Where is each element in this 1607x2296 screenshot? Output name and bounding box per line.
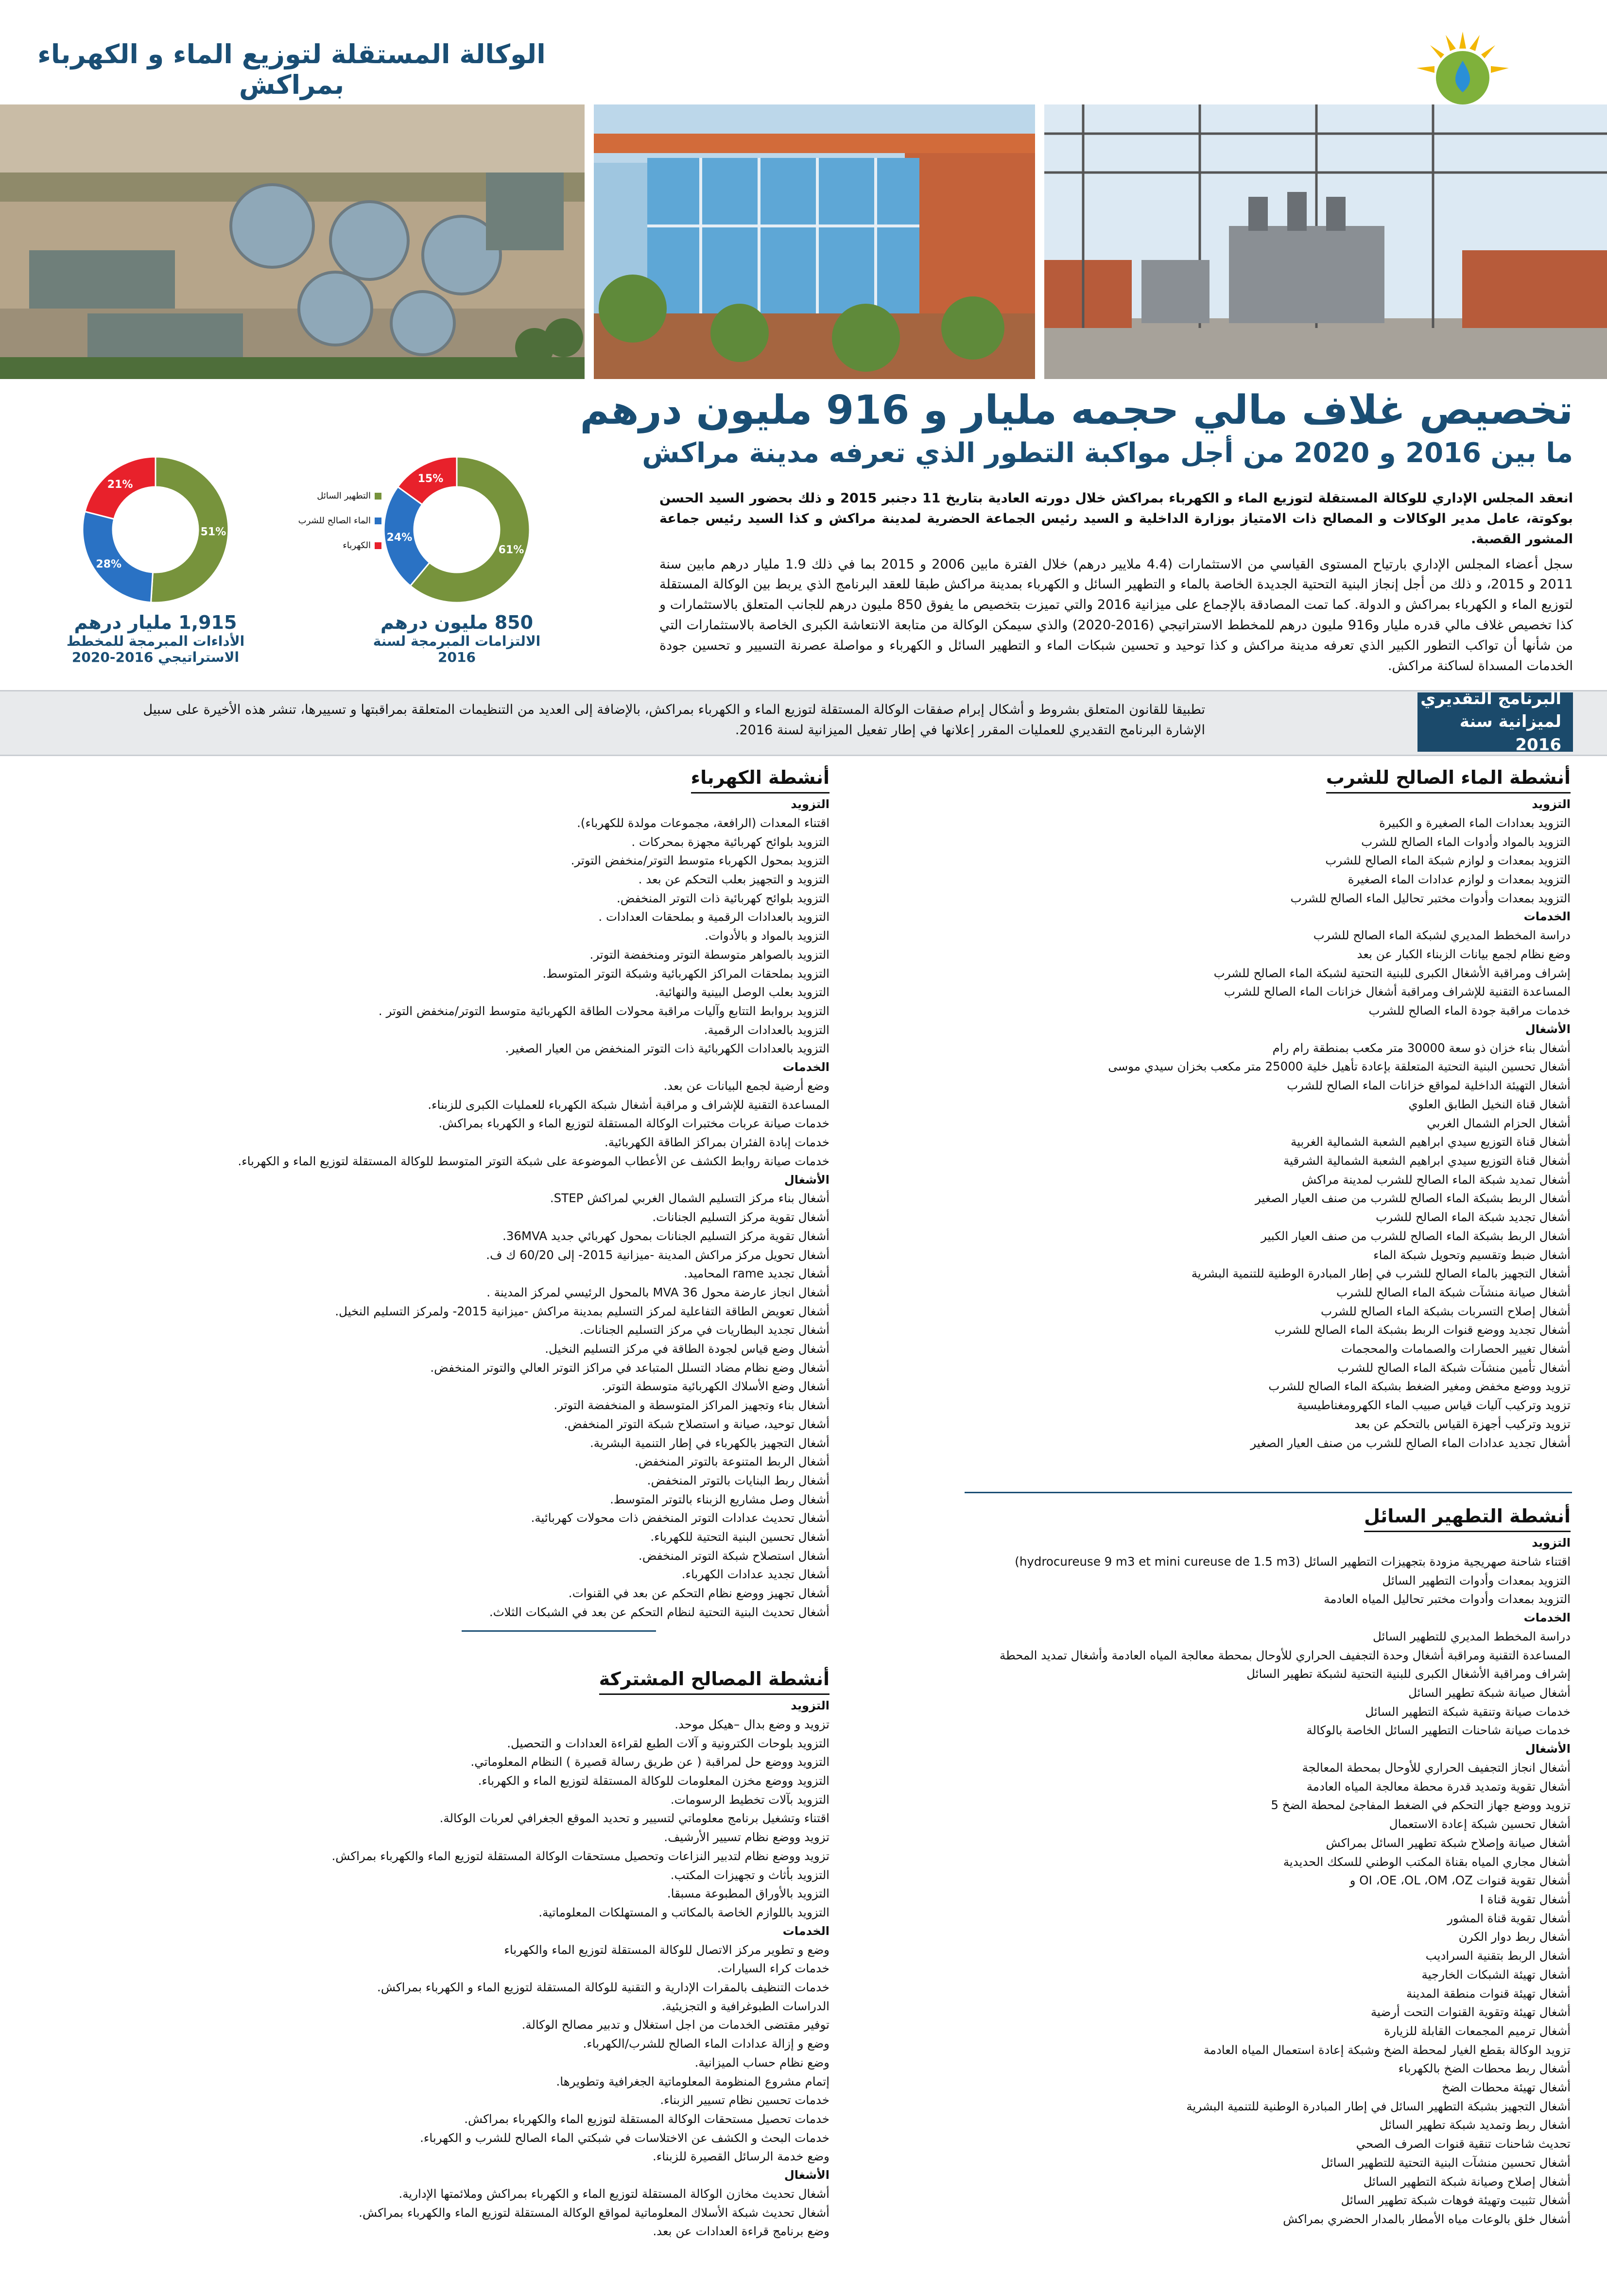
list-item: أشغال الحزام الشمال الغربي [1427,1116,1571,1130]
list-item: أشغال تثبيت وتهيئة فوهات شبكة تطهير السائل [1341,2193,1571,2208]
pie-2016-caption: الالتزامات المبرمجة لسنة 2016 [373,633,541,665]
list-item: أشغال توحيد، صيانة و استصلاح شبكة التوتر المنخفض. [564,1416,829,1431]
list-item: التزويد بالعدادات الرقمية و بملحقات العدادات . [598,910,829,924]
subsection-heading: الأشغال [784,1173,829,1187]
list-item: أشغال تهيئة قنوات منطقة المدينة [1406,1986,1571,2001]
list-item: تزويد وتركيب آليات قياس صبيب الماء الكهرومغناطيسية [1296,1398,1571,1413]
list-item: أشغال تهيئة وتقوية القنوات التحت أرضية [1370,2005,1571,2020]
list-item: أشغال ترميم المجمعات القابلة للزيارة [1384,2023,1571,2038]
list-item: خدمات صيانة روابط الكشف عن الأعطاب الموضوعة على شبكة التوتر المتوسط للوكالة المستقلة لتوزيع الماء و الكهرباء. [238,1154,829,1168]
legend-item [284,516,381,526]
pie-slice-label: 61% [498,544,524,556]
list-item: أشغال تحويل مركز مراكش المدينة -ميزانية 2015- إلى 60/20 ك ف. [486,1247,829,1262]
list-item: أشغال تهيئة الشبكات الخارجية [1421,1967,1571,1982]
pie-legend [284,491,381,565]
list-item: دراسة المخطط المديري لشبكة الماء الصالح للشرب [1313,928,1571,943]
photo-electric-substation [1044,104,1607,379]
pie-2016-amount: 850 مليون درهم [380,612,534,633]
list-item: خدمات تحصيل مستحقات الوكالة المستقلة لتوزيع الماء والكهرباء بمراكش. [464,2111,829,2126]
subsection-heading: الخدمات [782,1060,829,1074]
list-item: تزويد ووضع جهاز التحكم في الضغط المفاجئ لمحطة الضخ 5 [1271,1798,1571,1813]
list-item: خدمات تحسين نظام تسيير الزبناء. [660,2093,829,2107]
section-title: أنشطة الكهرباء [691,763,829,794]
list-item: خدمات التنظيف بالمقرات الإدارية و التقنية للوكالة المستقلة لتوزيع الماء و الكهرباء بمراكش. [377,1980,829,1994]
subsection-heading: التزويد [791,1699,829,1713]
pie-slice-label: 24% [386,531,413,544]
list-item: أشغال بناء مركز التسليم الشمال الغربي لمراكش STEP. [550,1191,829,1206]
legend-swatch [375,493,381,500]
list-item: أشغال تعويض الطاقة التفاعلية لمركز التسليم بمدينة مراكش -ميزانية 2015- ولمركز التسليم النخيل. [335,1304,829,1318]
list-item: التزويد بمعدات وأدوات التطهير السائل [1382,1573,1571,1588]
intro-body: سجل أعضاء المجلس الإداري بارتياح المستوى القياسي من الاستثمارات (4.4 ملايير درهم) خلال الفترة مابين 2006 و 2015 بما في ذلك 1.9 مليار درهم مابين سنة 2011 و 2015، و ذلك من أجل إنجاز البنية التحتية الجديدة الخاصة بالماء و التطهير السائل و الكهرباء بمدينة مراكش طبقا للعقد البرنامج الذي يربط بين الوكالة المستقلة لتوزيع الماء و الكهرباء بمراكش و الدولة. كما تمت المصادقة بالإجماع على ميزانية 2016 والتي تميزت بتخصيص ما يفوق 850 مليون درهم للجانب المتعلق بالاستثمارات و كذا تخصيص غلاف مالي قدره مليار و916 مليون درهم للمخطط الاستراتيجي (2016-2020) والذي سيمكن الوكالة من متابعة الانتعاشة الكبرى الخاصة بالاستثمارات التي من شأنها أن تواكب التطور الكبير الذي تعرفه مدينة مراكش و كذا توحيد و تحسين شبكات الماء و التطهير السائل و الكهرباء و مواصلة عصرنة التسيير و تحسين جودة الخدمات المسداة لساكنة مراكش. [659,556,1573,673]
list-item: التزويد بلوائح كهربائية ذات التوتر المنخفض. [616,891,829,905]
pie-chart-strategic-plan [53,449,258,665]
list-item: أشغال تقوية مركز التسليم الجنانات بمحول كهربائي جديد 36MVA. [502,1228,829,1243]
list-item: أشغال الربط بشبكة الماء الصالح للشرب من صنف العيار الصغير [1255,1191,1571,1206]
pie-strategic-amount: 1,915 مليار درهم [74,612,237,633]
list-item: أشغال قناة النخيل الطابق العلوي [1408,1097,1571,1111]
list-item: أشغال ضبط وتقسيم وتحويل شبكة الماء [1373,1247,1571,1262]
list-item: التزويد بروابط التتابع وآليات مراقبة محولات الطاقة الكهربائية متوسط التوتر/منخفض التوتر . [378,1003,829,1018]
list-item: اقتناء شاحنة صهريجية مزودة بتجهيزات التطهير السائل (hydrocureuse 9 m3 et mini cureuse de 1.5 m3) [1015,1554,1571,1569]
list-item: أشغال التجهيز بالماء الصالح للشرب في إطار المبادرة الوطنية للتنمية البشرية [1191,1266,1571,1281]
subsection-heading: الخدمات [1523,1611,1571,1625]
section-shared-services [246,1664,829,2241]
list-item: وضع نظام لجمع بيانات الزبناء الكبار عن بعد [1357,947,1571,962]
list-item: أشغال وضع قياس لجودة الطاقة في مركز التسليم النخيل. [545,1342,829,1356]
list-item: تزويد و وضع بدال –هيكل موحد. [674,1717,829,1731]
legend-label: الكهرباء [343,540,371,551]
section-sanitation [866,1502,1571,2229]
list-item: التزويد بمعدات وأدوات مختبر تحاليل المياه العادمة [1324,1592,1571,1606]
section-water [1012,763,1571,1452]
list-item: خدمات صيانة عربات مختبرات الوكالة المستقلة لتوزيع الماء و الكهرباء بمراكش. [438,1116,829,1131]
list-item: التزويد بآلات تخطيط الرسومات. [670,1792,829,1807]
subsection-heading: الخدمات [782,1924,829,1938]
list-item: أشغال إصلاح التسربات بشبكة الماء الصالح للشرب [1320,1304,1571,1318]
list-item: أشغال انجاز عارضة محول 36 MVA بالمحول الرئيسي لمركز المدينة . [486,1285,829,1299]
list-item: أشغال تجديد شبكة الماء الصالح للشرب [1376,1210,1571,1225]
list-item: توفير مقتضى الخدمات من اجل استغلال و تدبير مصالح الوكالة. [521,2018,829,2032]
list-item: أشغال وضع نظام مضاد التسلل المتباعد في مراكز التوتر العالي والتوتر المنخفض. [430,1360,829,1375]
list-item: أشغال ربط محطات الضخ بالكهرباء [1398,2061,1571,2076]
list-item: أشغال قناة التوزيع سيدي ابراهيم الشعبة الشمالية الشرقية [1283,1154,1571,1168]
list-item: التزويد بعدادات الماء الصغيرة و الكبيرة [1379,815,1571,830]
list-item: اقتناء المعدات (الرافعة، مجموعات مولدة للكهرباء). [577,815,829,830]
page-header-title: الوكالة المستقلة لتوزيع الماء و الكهرباء بمراكش [37,39,546,100]
section-divider [462,1630,656,1632]
list-item: خدمات صيانة وتنقية شبكة التطهير السائل [1365,1704,1571,1719]
legend-label: التطهير السائل [317,491,371,501]
list-item: أشغال تحسين شبكة إعادة الاستعمال [1389,1817,1571,1831]
list-item: المساعدة التقنية ومراقبة أشغال وحدة التجفيف الحراري للأوحال بمحطة معالجة المياه العادمة وأشغال تمديد المحطة [999,1648,1571,1662]
list-item: أشغال استصلاح شبكة التوتر المنخفض. [638,1548,829,1563]
list-item: إتمام مشروع المنظومة المعلوماتية الجغرافية وتطويرها. [556,2074,829,2089]
list-item: تزويد ووضع نظام تسيير الأرشيف. [664,1830,829,1845]
section-divider [965,1492,1572,1493]
list-item: وضع خدمة الرسائل القصيرة للزبناء. [653,2149,829,2164]
budget-band-label: البرنامج التقديري لميزانية سنة 2016 [1417,692,1573,752]
subsection-heading: الأشغال [1525,1742,1571,1756]
list-item: أشغال الربط المتنوعة بالتوتر المنخفض. [634,1454,829,1469]
pie-strategic-caption: الأداءات المبرمجة للمخطط الاستراتيجي 2016-2020 [66,633,245,665]
list-item: أشغال انجاز التجفيف الحراري للأوحال بمحطة المعالجة [1302,1761,1571,1775]
list-item: أشغال التهيئة الداخلية لمواقع خزانات الماء الصالح للشرب [1287,1078,1571,1093]
legend-swatch [375,542,381,549]
list-item: التزويد بالأوراق المطبوعة مسبقا. [667,1886,829,1901]
list-item: أشغال تقوية قناة I [1480,1892,1571,1906]
section-title: أنشطة التطهير السائل [1364,1502,1571,1532]
list-item: أشغال تحسين البنية التحتية للكهرباء. [650,1530,829,1544]
list-item: التزويد ووضع مخزن المعلومات للوكالة المستقلة لتوزيع الماء و الكهرباء. [478,1774,829,1788]
list-item: أشغال بناء وتجهيز المراكز المتوسطة و المنخفضة التوتر. [553,1398,829,1413]
list-item: أشغال التجهيز بشبكة التطهير السائل في إطار المبادرة الوطنية للتنمية البشرية [1186,2099,1571,2113]
photo-agency-building [594,104,1035,379]
list-item: التزويد بالمواد وأدوات الماء الصالح للشرب [1361,834,1571,849]
list-item: أشغال مجاري المياه بقناة المكتب الوطني للسكك الحديدية [1283,1854,1571,1869]
list-item: التزويد بالعدادات الرقمية. [704,1022,829,1037]
list-item: أشغال تقوية قناة المشور [1447,1911,1571,1925]
list-item: خدمات كراء السيارات. [717,1961,829,1976]
list-item: تحديث شاحنات تنقية قنوات الصرف الصحي [1356,2137,1571,2151]
list-item: أشغال تمديد شبكة الماء الصالح للشرب لمدينة مراكش [1302,1172,1571,1187]
list-item: أشغال تجديد عدادات الماء الصالح للشرب من صنف العيار الصغير [1250,1435,1571,1450]
pie-2016-svg [360,449,554,610]
list-item: أشغال ربط دوار الكرن [1458,1930,1571,1944]
list-item: أشغال ربط البنايات بالتوتر المنخفض. [647,1473,829,1487]
list-item: التزويد بعلب الوصل البينية والنهائية. [655,985,829,1000]
list-item: التزويد و التجهيز بعلب التحكم عن بعد . [638,872,829,887]
list-item: أشغال تجديد البطاريات في مركز التسليم الجنانات. [579,1323,829,1337]
list-item: أشغال تحديث شبكة الأسلاك المعلوماتية لمواقع الوكالة المستقلة لتوزيع الماء والكهرباء بمراكش. [359,2205,829,2220]
list-item: أشغال تغيير الحصارات والصمامات والمحجمات [1341,1342,1571,1356]
list-item: التزويد ووضع حل لمراقبة ( عن طريق رسالة قصيرة ) النظام المعلوماتي. [470,1755,829,1769]
list-item: إشراف ومراقبة الأشغال الكبرى للبنية التحتية لشبكة الماء الصالح للشرب [1213,966,1571,980]
list-item: وضع و تطوير مركز الاتصال للوكالة المستقلة لتوزيع الماء والكهرباء [504,1942,829,1957]
list-item: وضع و إزالة عدادات الماء الصالح للشرب/الكهرباء. [583,2037,829,2051]
list-item: أشغال تحديث عدادات التوتر المنخفض ذات محولات كهربائية. [531,1511,829,1525]
pie-slice-label: 28% [96,558,122,570]
list-item: تزويد الوكالة بقطع الغيار لمحطة الضخ وشبكة إعادة استعمال المياه العادمة [1203,2042,1571,2057]
legend-label: الماء الصالح للشرب [298,516,371,526]
photo-wastewater-plant [0,104,585,379]
pie-strategic-svg [58,449,253,610]
list-item: أشغال صيانة شبكة تطهير السائل [1408,1686,1571,1700]
intro-lead: انعقد المجلس الإداري للوكالة المستقلة لتوزيع الماء و الكهرباء بمراكش خلال دورته العادية بتاريخ 11 دجنبر 2015 و ذلك بحضور السيد الحسن بوكوتة، عامل مدير الوكالات و المصالح ذات الامتياز بوزارة الداخلية و السيد رئيس الجماعة الحضرية لمدينة مراكش و كذا السيد رئيس جماعة المشور القصبة. [659,491,1573,547]
budget-band-text: تطبيقا للقانون المتعلق بشروط و أشكال إبرام صفقات الوكالة المستقلة لتوزيع الماء و الكهرباء بمراكش، بالإضافة إلى العديد من التنظيمات المتعلقة بمراقبتها و تسييرها، تنشر هذه الأخيرة على سبيل الإشارة البرنامج التقديري للعمليات المقرر إعلانها في إطار تفعيل الميزانية لسنة 2016. [143,702,1205,738]
list-item: خدمات مراقبة جودة الماء الصالح للشرب [1368,1003,1571,1018]
list-item: تزويد ووضع نظام لتدبير النزاعات وتحصيل مستحقات الوكالة المستقلة لتوزيع الماء والكهرباء بمراكش. [331,1848,829,1863]
list-item: التزويد بلوحات الكترونية و آلات الطبع لقراءة العدادات و التحصيل. [507,1736,829,1750]
list-item: وضع نظام حساب الميزانية. [694,2055,829,2070]
list-item: خدمات صيانة شاحنات التطهير السائل الخاصة بالوكالة [1306,1723,1571,1738]
list-item: أشغال تقوية مركز التسليم الجنانات. [652,1210,829,1225]
list-item: أشغال التجهيز بالكهرباء في إطار التنمية البشرية. [590,1435,829,1450]
list-item: أشغال خلق بالوعات مياه الأمطار بالمدار الحضري بمراكش [1283,2211,1571,2226]
list-item: التزويد بلوائح كهربائية مجهزة بمحركات . [631,834,829,849]
list-item: أشغال تأمين منشآت شبكة الماء الصالح للشرب [1337,1360,1571,1375]
list-item: اقتناء وتشغيل برنامج معلوماتي لتسيير و تحديد الموقع الجغرافي لعربات الوكالة. [439,1811,829,1826]
pie-slice [83,512,153,603]
list-item: التزويد بمعدات وأدوات مختبر تحاليل الماء الصالح للشرب [1290,891,1571,905]
pie-slice-label: 51% [200,526,226,538]
section-title: أنشطة المصالح المشتركة [599,1664,829,1695]
list-item: أشغال قناة التوزيع سيدي ابراهيم الشعبة الشمالية الغربية [1290,1135,1571,1149]
list-item: أشغال ربط وتمديد شبكة تطهير السائل [1379,2118,1571,2132]
list-item: التزويد بملحقات المراكز الكهربائية وشبكة التوتر المتوسط. [542,966,829,981]
list-item: أشغال الربط بتقنية السراديب [1425,1949,1571,1963]
list-item: خدمات إبادة الفئران بمراكز الطاقة الكهربائية. [604,1135,829,1150]
list-item: أشغال بناء خزان ذو سعة 30000 متر مكعب بمنطقة رام رام [1272,1040,1571,1055]
legend-item [284,540,381,551]
list-item: التزويد باللوازم الخاصة بالمكاتب و المستهلكات المعلوماتية. [538,1905,829,1919]
subsection-heading: التزويد [791,797,829,811]
list-item: أشغال تحسين البنية التحتية المتعلقة بإعادة تأهيل خلية 25000 متر مكعب بخزان سيدي موسى [1108,1059,1571,1074]
legend-swatch [375,518,381,524]
list-item: أشغال إصلاح وصيانة شبكة التطهير السائل [1363,2174,1571,2189]
list-item: أشغال تقوية قنوات OI ،OE ،OL ،OM ،OZ و [1349,1873,1571,1888]
list-item: أشغال تقوية وتمديد قدرة محطة معالجة المياه العادمة [1306,1779,1571,1794]
list-item: أشغال تحسين منشآت البنية التحتية للتطهير السائل [1321,2155,1571,2170]
sub-headline: ما بين 2016 و 2020 من أجل مواكبة التطور الذي تعرفه مدينة مراكش [642,437,1573,469]
list-item: الدراسات الطبوغرافية و التجزيئية. [661,1999,829,2013]
list-item: التزويد بأثاث و تجهيزات المكتب. [670,1867,829,1882]
list-item: أشغال تحديث البنية التحتية لنظام التحكم عن بعد في الشبكات الثلاث. [489,1605,829,1619]
list-item: تزويد وتركيب أجهزة القياس بالتحكم عن بعد [1354,1416,1571,1431]
intro-text [659,488,1573,676]
subsection-heading: التزويد [1532,797,1571,811]
list-item: أشغال صيانة وإصلاح شبكة تطهير السائل بمراكش [1326,1835,1571,1850]
list-item: وضع أرضية لجمع البيانات عن بعد. [663,1078,829,1093]
list-item: أشغال تحديث مخازن الوكالة المستقلة لتوزيع الماء و الكهرباء بمراكش وملائمتها الإدارية. [398,2186,829,2201]
list-item: التزويد بمعدات و لوازم شبكة الماء الصالح للشرب [1325,853,1571,868]
list-item: أشغال تجديد rame المحاميد. [684,1266,829,1281]
list-item: إشراف ومراقبة الأشغال الكبرى للبنية التحتية لشبكة تطهير السائل [1246,1667,1571,1681]
subsection-heading: التزويد [1532,1536,1571,1550]
subsection-heading: الخدمات [1523,910,1571,924]
pie-slice-label: 15% [417,472,444,485]
list-item: أشغال تهيئة محطات الضخ [1442,2080,1571,2095]
list-item: خدمات البحث و الكشف عن الاختلاسات في شبكتي الماء الصالح للشرب و الكهرباء. [420,2130,829,2145]
list-item: التزويد بمحول الكهرباء متوسط التوتر/منخفض التوتر. [570,853,829,868]
main-headline: تخصيص غلاف مالي حجمه مليار و 916 مليون درهم [580,387,1573,433]
list-item: دراسة المخطط المديري للتطهير السائل [1372,1629,1571,1643]
list-item: أشغال تجديد ووضع قنوات الربط بشبكة الماء الصالح للشرب [1274,1323,1571,1337]
pie-slice-label: 21% [107,478,133,491]
list-item: أشغال وضع الأسلاك الكهربائية متوسطة التوتر. [602,1379,829,1394]
legend-item [284,491,381,501]
section-title: أنشطة الماء الصالح للشرب [1326,763,1571,794]
list-item: المساعدة التقنية للإشراف و مراقبة أشغال شبكة الكهرباء للعمليات الكبرى للزبناء. [428,1097,829,1112]
list-item: وضع برنامج قراءة العدادات عن بعد. [653,2224,829,2239]
list-item: التزويد بالمواد و بالأدوات. [705,929,829,943]
list-item: أشغال الربط بشبكة الماء الصالح للشرب من صنف العيار الكبير [1261,1228,1571,1243]
list-item: التزويد بالصواهر متوسطة التوتر ومنخفضة التوتر. [589,947,829,962]
list-item: التزويد بالعدادات الكهربائية ذات التوتر المنخفض من العيار الصغير. [505,1041,829,1056]
list-item: أشغال صيانة منشآت شبكة الماء الصالح للشرب [1336,1285,1571,1299]
list-item: تزويد ووضع مخفض ومغير الضغط بشبكة الماء الصالح للشرب [1268,1379,1571,1394]
subsection-heading: الأشغال [784,2168,829,2182]
list-item: أشغال وصل مشاريع الزبناء بالتوتر المتوسط. [610,1492,829,1506]
list-item: المساعدة التقنية للإشراف ومراقبة أشغال خزانات الماء الصالح للشرب [1224,984,1571,999]
pie-chart-2016-commitments [360,449,554,665]
list-item: أشغال تجديد عدادات الكهرباء. [681,1567,829,1582]
list-item: أشغال تجهيز ووضع نظام التحكم عن بعد في القنوات. [568,1586,829,1601]
list-item: التزويد بمعدات و لوازم عدادات الماء الصغيرة [1348,872,1571,887]
section-electricity [238,763,829,1622]
subsection-heading: الأشغال [1525,1022,1571,1036]
